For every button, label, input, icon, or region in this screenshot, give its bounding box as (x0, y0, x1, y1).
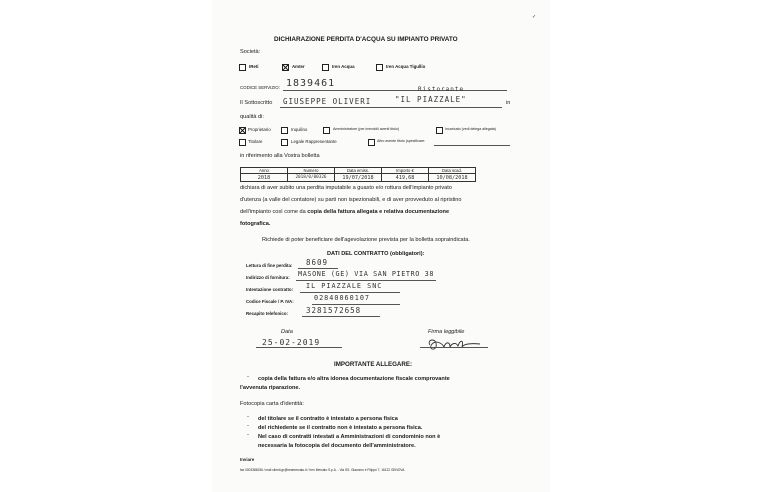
richiede-text: Richiede di poter beneficiare dell'agevolazione prevista per la bolletta sopraindicata. (262, 237, 470, 243)
bolletta-value[interactable]: 419,68 (382, 174, 429, 182)
company-label: IReti (249, 64, 259, 69)
sottoscritto-label: Il Sottoscritto (240, 100, 273, 106)
data-value[interactable]: 25-02-2019 (262, 338, 321, 347)
fotocopia-item: del titolare se il contratto è intestato a persona fisica (258, 416, 398, 422)
bullet-dash: - (247, 414, 249, 420)
dati-label: Intestazione contratto: (246, 287, 294, 292)
dichiara-text: dell'impianto così come da (240, 209, 308, 215)
dati-line (312, 304, 400, 305)
checkbox-iren-acqua-tigullio[interactable] (376, 64, 383, 71)
dati-line (300, 292, 400, 293)
bolletta-value[interactable]: 19/07/2018 (335, 174, 382, 182)
riferimento-label: in riferimento alla Vostra bolletta (240, 153, 320, 159)
recapito-value[interactable]: 3281572658 (306, 306, 362, 315)
company-label: Iren Acqua (332, 64, 355, 69)
role-label: Proprietario (248, 127, 271, 132)
fotocopia-item: del richiedente se il contratto non è intestato a persona fisica. (258, 425, 423, 431)
company-label: Amter (292, 64, 305, 69)
checkbox-altro[interactable] (368, 139, 375, 146)
in-label: in (506, 100, 511, 106)
dati-title: DATI DEL CONTRATTO (obbligatori): (327, 251, 425, 257)
inviare-label: Inviare (240, 457, 255, 462)
role-label: Inquilino (291, 127, 308, 132)
company-label: Iren Acqua Tigullio (386, 64, 426, 69)
checkbox-iren-acqua[interactable] (322, 64, 329, 71)
checkbox-inquilino[interactable] (281, 127, 288, 134)
bolletta-header: Numero (288, 168, 335, 174)
intestazione-value[interactable]: IL PIAZZALE SNC (306, 282, 383, 290)
bolletta-value[interactable]: 2018 (241, 174, 288, 182)
allegare-item: l'avvenuta riparazione. (240, 385, 301, 391)
dati-label: Codice Fiscale / P. IVA: (246, 299, 294, 304)
allegare-title: IMPORTANTE ALLEGARE: (334, 361, 413, 368)
dichiara-line (240, 209, 449, 215)
checkbox-incaricato[interactable] (436, 127, 443, 134)
dichiara-line: fotografica. (240, 221, 271, 227)
dichiara-bold: copia della fattura allegata e relativa documentazione (307, 209, 450, 215)
dati-label: Indirizzo di fornitura: (246, 275, 290, 280)
checkbox-titolare[interactable] (239, 139, 246, 146)
sottoscritto-line (280, 107, 502, 108)
societa-label: Società: (240, 49, 261, 55)
data-label: Data (281, 329, 293, 335)
sottoscritto-value[interactable]: GIUSEPPE OLIVERI (283, 97, 372, 106)
altro-line (434, 145, 510, 146)
document-title: DICHIARAZIONE PERDITA D'ACQUA SU IMPIANTO PRIVATO (274, 36, 458, 43)
bullet-dash: - (247, 374, 249, 380)
dati-label: Lettura di fine perdita: (246, 263, 293, 268)
role-label: Amministratore (per immobili aventi titolo) (333, 127, 400, 131)
checkbox-proprietario[interactable] (239, 127, 246, 134)
checkbox-amter[interactable] (282, 64, 289, 71)
role-label: Titolare (248, 139, 263, 144)
dati-line (298, 268, 338, 269)
firma-label: Firma leggibile (428, 329, 465, 335)
fotocopia-label: Fotocopia carta d'identità: (240, 401, 304, 407)
checkbox-legale-rappresentante[interactable] (281, 139, 288, 146)
dichiara-line: d'utenza (a valle del contatore) su parti non ispezionabili, e di aver provveduto al ripristino (240, 197, 462, 203)
bullet-dash: - (247, 423, 249, 429)
role-label: Altro avente titolo (specificare: (377, 139, 426, 143)
codice-servizio-label: CODICE SERVIZIO: (240, 85, 280, 90)
bolletta-table (240, 167, 476, 182)
dichiara-line: dichiara di aver subito una perdita imputabile a guasto e/o rottura dell'impianto privato (240, 185, 452, 191)
fotocopia-item: Nel caso di contratti intestati a Amministrazioni di condominio non è (258, 434, 441, 440)
signature-image (424, 335, 486, 353)
checkbox-ireti[interactable] (239, 64, 246, 71)
bolletta-header: Importo € (382, 168, 429, 174)
codice-servizio-value[interactable]: 1839461 (286, 78, 336, 89)
allegare-item: copia della fattura e/o altra idonea documentazione fiscale comprovante (258, 376, 450, 382)
fotocopia-item: necessaria la fotocopia del documento dell'amministratore. (258, 443, 416, 449)
codice-fiscale-value[interactable]: 02840060107 (314, 294, 371, 302)
role-label: Legale Rappresentante (291, 139, 337, 144)
bullet-dash: - (247, 432, 249, 438)
dati-line (302, 316, 380, 317)
bolletta-header: Anno (241, 168, 288, 174)
firma-line (420, 347, 488, 348)
checkbox-amministratore[interactable] (323, 127, 330, 134)
lettura-value[interactable]: 8609 (306, 258, 329, 267)
dati-label: Recapito telefonico: (246, 311, 288, 316)
codice-servizio-line (283, 90, 507, 91)
bolletta-header: Data emiss. (335, 168, 382, 174)
dati-line (296, 280, 436, 281)
bolletta-value[interactable]: 10/08/2018 (429, 174, 476, 182)
footer-contacts: fax 0003386256 / mail clienti.gr@ireamercato.it / Iren Mercato S.p.A. - Via SS. Giacomo e Filippo 7, 16122 GENOVA (240, 468, 405, 472)
qualita-label: qualità di: (240, 114, 264, 120)
bolletta-header: Data scad. (429, 168, 476, 174)
sottoscritto-extra-top: Ristorante (418, 86, 465, 93)
bolletta-value[interactable]: 2018/0/00326 (288, 174, 335, 182)
role-label: Incaricato (vedi delega allegata) (445, 127, 496, 131)
indirizzo-value[interactable]: MASONE (GE) VIA SAN PIETRO 38 (298, 270, 435, 278)
sottoscritto-extra[interactable]: "IL PIAZZALE" (395, 95, 467, 104)
data-line (256, 347, 342, 348)
stray-mark: ✓ (532, 14, 537, 20)
